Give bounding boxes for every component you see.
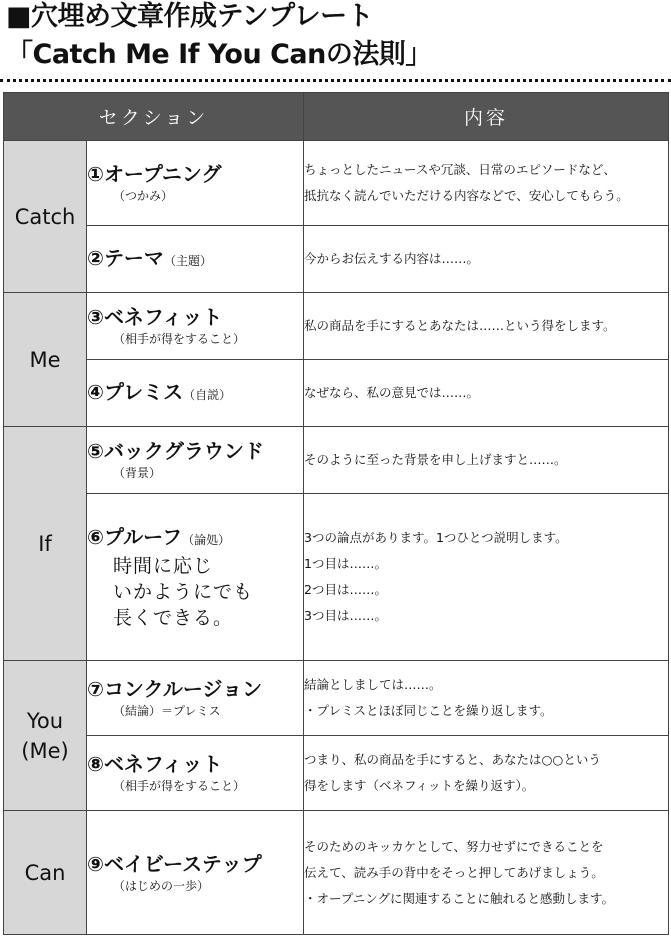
content-cell <box>304 427 669 494</box>
step-cell <box>87 661 304 736</box>
step-extra-line: いかようにでも <box>113 580 254 603</box>
step-title <box>87 851 303 877</box>
step-subtitle: （相手が得をすること） <box>113 779 246 793</box>
title-line-2: 「Catch Me If You Canの法則」 <box>6 39 432 70</box>
step-number: ④ <box>87 379 104 404</box>
table-row <box>4 427 669 494</box>
step-extra-line: 長くできる。 <box>113 606 234 629</box>
step-title <box>87 676 303 702</box>
step-note: （主題） <box>163 253 212 268</box>
section-label: If <box>38 531 52 556</box>
section-cell <box>4 661 87 811</box>
table-header-row <box>4 93 669 141</box>
step-name: プルーフ <box>103 524 183 549</box>
step-cell <box>87 494 304 661</box>
step-extra-line: 時間に応じ <box>113 554 214 577</box>
step-number: ⑤ <box>87 439 104 463</box>
section-label: Me <box>29 347 61 372</box>
content-line: 伝えて、読み手の背中をそっと押してあげましょう。 <box>304 864 604 880</box>
step-note: （自説） <box>183 387 232 402</box>
content-line: 2つ目は……。 <box>304 582 387 597</box>
step-title <box>87 161 303 187</box>
step-name: ベネフィット <box>103 752 223 776</box>
content-cell <box>304 736 669 811</box>
step-title <box>87 379 303 408</box>
step-subtitle: （背景） <box>113 466 162 480</box>
section-cell <box>4 811 87 935</box>
step-name: プレミス <box>103 379 184 404</box>
step-cell <box>87 736 304 811</box>
content-cell <box>304 494 669 661</box>
content-cell <box>304 661 669 736</box>
step-cell <box>87 226 304 293</box>
page-title <box>6 0 666 74</box>
step-title <box>87 304 303 330</box>
step-subtitle: （相手が得をすること） <box>113 332 246 346</box>
step-subtitle: （結論）＝プレミス <box>113 704 221 718</box>
step-number: ⑨ <box>87 851 104 876</box>
table-row <box>4 494 669 661</box>
content-line: つまり、私の商品を手にすると、あなたは○○という <box>304 752 601 767</box>
step-cell <box>87 427 304 494</box>
section-label: You <box>26 708 64 733</box>
content-cell <box>304 360 669 427</box>
step-number: ③ <box>87 305 104 329</box>
step-number: ⑦ <box>87 677 104 701</box>
step-name: ベイビーステップ <box>103 851 262 876</box>
step-subtitle: （つかみ） <box>113 189 174 203</box>
step-subtitle: （はじめの一歩） <box>113 878 210 893</box>
step-name: コンクルージョン <box>103 677 263 701</box>
table-row <box>4 811 669 935</box>
step-number: ⑧ <box>87 752 104 776</box>
title-line-1: ■穴埋め文章作成テンプレート <box>6 1 374 32</box>
step-cell <box>87 360 304 427</box>
step-title <box>87 524 303 553</box>
content-line: 得をします（ベネフィットを繰り返す）。 <box>304 778 535 793</box>
step-title <box>87 751 303 777</box>
template-table <box>3 92 669 935</box>
content-line: 3つの論点があります。1つひとつ説明します。 <box>304 530 568 545</box>
step-number: ⑥ <box>87 524 104 549</box>
section-label-sub: (Me) <box>21 738 69 763</box>
step-name: テーマ <box>103 245 164 270</box>
content-line: ちょっとしたニュースや冗談、日常のエピソードなど、 <box>304 162 616 177</box>
header-content: 内容 <box>304 93 669 141</box>
step-title <box>87 438 303 464</box>
step-title <box>87 245 303 274</box>
content-line: なぜなら、私の意見では……。 <box>304 385 480 400</box>
content-cell <box>304 226 669 293</box>
content-line: 1つ目は……。 <box>304 556 387 571</box>
content-line: ・プレミスとほぼ同じことを繰り返します。 <box>304 703 553 718</box>
step-number: ① <box>87 162 104 186</box>
step-number: ② <box>87 245 104 270</box>
section-label: Can <box>24 860 66 885</box>
step-cell <box>87 141 304 226</box>
table-row <box>4 736 669 811</box>
content-line: ・オープニングに関連することに触れると感動します。 <box>304 890 615 906</box>
header-section: セクション <box>4 93 304 141</box>
step-name: バックグラウンド <box>103 439 264 463</box>
step-name: オープニング <box>103 162 222 186</box>
content-line: 3つ目は……。 <box>304 608 387 623</box>
content-line: 抵抗なく読んでいただける内容などで、安心してもらう。 <box>304 188 629 203</box>
dotted-divider <box>0 79 671 82</box>
step-cell <box>87 293 304 360</box>
step-note: （論処） <box>182 532 231 547</box>
content-cell <box>304 293 669 360</box>
section-label: Catch <box>14 204 76 229</box>
table-row <box>4 661 669 736</box>
table-row <box>4 360 669 427</box>
table-row <box>4 141 669 226</box>
content-cell <box>304 141 669 226</box>
table-row <box>4 293 669 360</box>
content-line: 私の商品を手にするとあなたは……という得をします。 <box>304 318 616 333</box>
table-row <box>4 226 669 293</box>
step-name: ベネフィット <box>103 305 223 329</box>
content-cell <box>304 811 669 935</box>
content-line: 今からお伝えする内容は……。 <box>304 251 480 266</box>
step-cell <box>87 811 304 935</box>
content-line: 結論としましては……。 <box>304 677 442 692</box>
section-cell <box>4 141 87 293</box>
content-line: そのためのキッカケとして、努力せずにできることを <box>304 838 604 854</box>
section-cell <box>4 293 87 427</box>
section-cell <box>4 427 87 661</box>
content-line: そのように至った背景を申し上げますと……。 <box>304 452 567 467</box>
